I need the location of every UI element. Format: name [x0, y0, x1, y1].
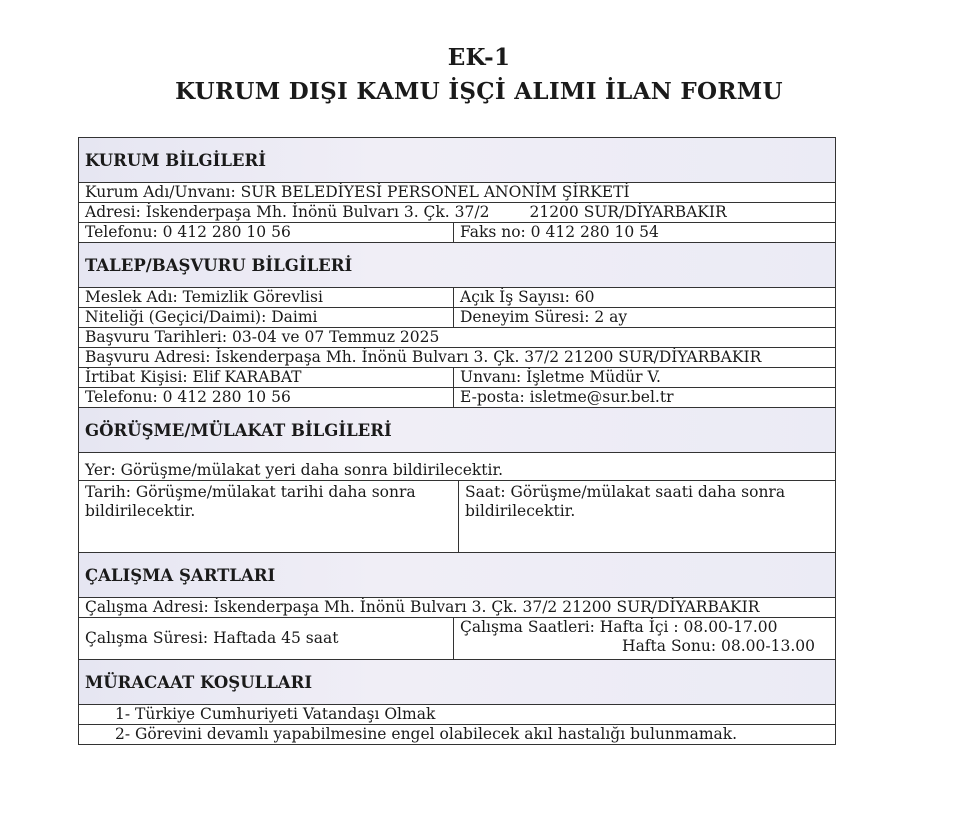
form-title: KURUM DIŞI KAMU İŞÇİ ALIMI İLAN FORMU — [175, 78, 783, 105]
kurum-address-city: 21200 SUR/DİYARBAKIR — [529, 203, 727, 221]
talep-section-header: TALEP/BAŞVURU BİLGİLERİ — [79, 243, 835, 288]
meslek-adi: Meslek Adı: Temizlik Görevlisi — [79, 288, 454, 307]
kurum-contact-row — [79, 223, 835, 243]
kurum-section-header: KURUM BİLGİLERİ — [79, 138, 835, 183]
form-annex-label: EK-1 — [447, 44, 511, 71]
basvuru-tarihleri: Başvuru Tarihleri: 03-04 ve 07 Temmuz 2025 — [85, 328, 440, 346]
irtibat-unvani: Unvanı: İşletme Müdür V. — [460, 368, 661, 386]
kurum-fax: Faks no: 0 412 280 10 54 — [460, 223, 659, 241]
acik-is-sayisi: Açık İş Sayısı: 60 — [460, 288, 595, 306]
kurum-name: Kurum Adı/Unvanı: SUR BELEDİYESİ PERSONEL ANONİM ŞİRKETİ — [85, 183, 630, 201]
list-item — [79, 705, 835, 725]
calisma-saatleri — [454, 618, 835, 659]
calisma-adresi: Çalışma Adresi: İskenderpaşa Mh. İnönü Bulvarı 3. Çk. 37/2 21200 SUR/DİYARBAKIR — [85, 598, 760, 616]
gorusme-tarih: Tarih: Görüşme/mülakat tarihi daha sonra bildirilecektir. — [79, 481, 459, 552]
talep-row-4 — [79, 348, 835, 368]
calisma-row-2 — [79, 618, 835, 660]
calisma-row-1 — [79, 598, 835, 618]
muracaat-kosul-1: 1- Türkiye Cumhuriyeti Vatandaşı Olmak — [115, 705, 436, 723]
calisma-saatleri-hafta-ici: Çalışma Saatleri: Hafta İçi : 08.00-17.00 — [460, 618, 778, 636]
kurum-name-row — [79, 183, 835, 203]
talep-row-2 — [79, 308, 835, 328]
calisma-saatleri-hafta-sonu: Hafta Sonu: 08.00-13.00 — [622, 637, 815, 655]
talep-phone: Telefonu: 0 412 280 10 56 — [79, 388, 454, 407]
gorusme-row-2 — [79, 481, 835, 553]
basvuru-adresi: Başvuru Adresi: İskenderpaşa Mh. İnönü Bulvarı 3. Çk. 37/2 21200 SUR/DİYARBAKIR — [85, 348, 762, 366]
talep-email: E-posta: isletme@sur.bel.tr — [460, 388, 674, 406]
irtibat-kisisi: İrtibat Kişisi: Elif KARABAT — [79, 368, 454, 387]
kurum-address-row — [79, 203, 835, 223]
muracaat-kosul-2: 2- Görevini devamlı yapabilmesine engel olabilecek akıl hastalığı bulunmamak. — [115, 725, 738, 743]
talep-row-1 — [79, 288, 835, 308]
kurum-address-street: Adresi: İskenderpaşa Mh. İnönü Bulvarı 3. Çk. 37/2 — [85, 203, 490, 221]
gorusme-yer: Yer: Görüşme/mülakat yeri daha sonra bildirilecektir. — [85, 461, 504, 479]
kurum-address — [79, 203, 835, 222]
deneyim-suresi: Deneyim Süresi: 2 ay — [460, 308, 628, 326]
calisma-section-header: ÇALIŞMA ŞARTLARI — [79, 553, 835, 598]
list-item — [79, 725, 835, 745]
announcement-form — [78, 137, 836, 745]
kurum-phone: Telefonu: 0 412 280 10 56 — [79, 223, 454, 242]
calisma-suresi: Çalışma Süresi: Haftada 45 saat — [79, 618, 454, 659]
muracaat-section-header: MÜRACAAT KOŞULLARI — [79, 660, 835, 705]
talep-row-6 — [79, 388, 835, 408]
talep-row-5 — [79, 368, 835, 388]
niteligi: Niteliği (Geçici/Daimi): Daimi — [79, 308, 454, 327]
gorusme-row-1 — [79, 461, 835, 481]
gorusme-section-header: GÖRÜŞME/MÜLAKAT BİLGİLERİ — [79, 408, 835, 453]
talep-row-3 — [79, 328, 835, 348]
gorusme-saat: Saat: Görüşme/mülakat saati daha sonra bildirilecektir. — [465, 483, 786, 520]
